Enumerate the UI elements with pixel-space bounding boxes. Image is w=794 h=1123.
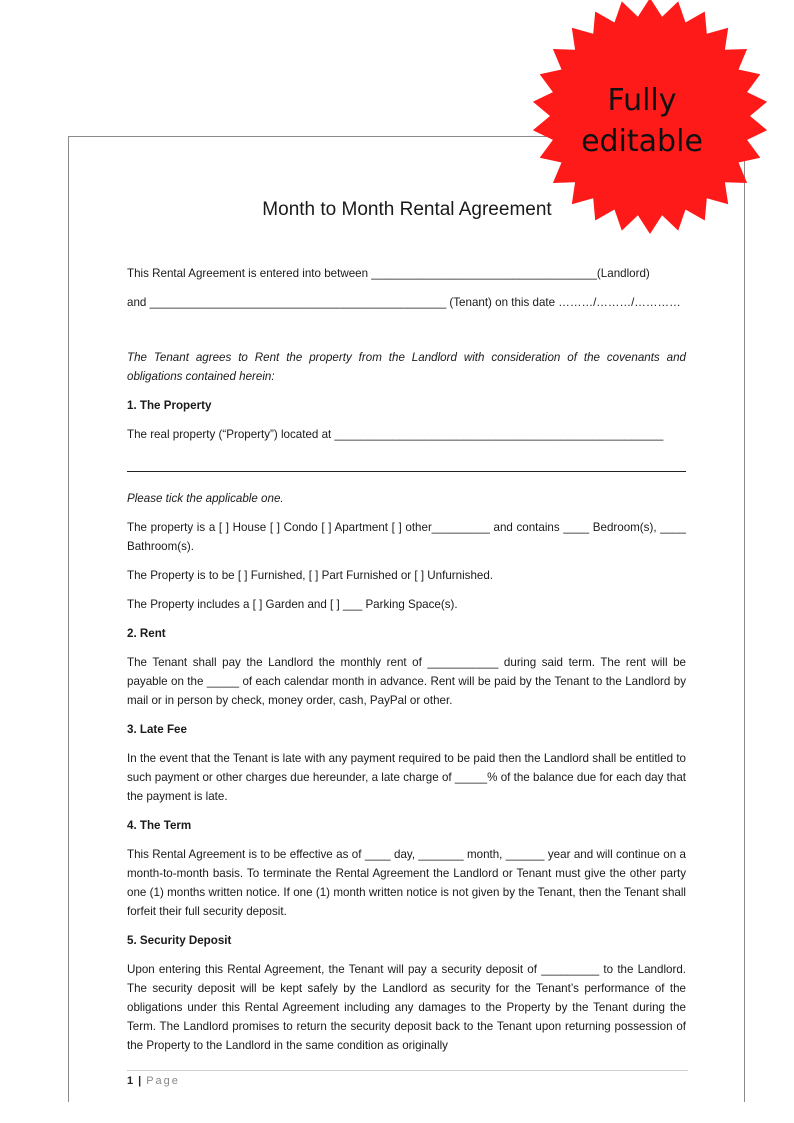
badge-text-line2: editable (581, 124, 703, 159)
section-heading-security-deposit: 5. Security Deposit (127, 934, 232, 947)
section-heading-property: 1. The Property (127, 399, 212, 412)
section-heading-late-fee: 3. Late Fee (127, 723, 187, 736)
page-label: Page (146, 1075, 180, 1087)
property-includes-line: The Property includes a [ ] Garden and [ ] ___ Parking Space(s). (127, 598, 458, 611)
property-furnished-line: The Property is to be [ ] Furnished, [ ] Part Furnished or [ ] Unfurnished. (127, 569, 494, 582)
term-text: This Rental Agreement is to be effective as of ____ day, _______ month, ______ year and will continue on a month-to-month basis. To terminate the Rental Agreement the Landlord or Tenant must give the other party one (1) months written notice. If one (1) month written notice is not given by the Tenant, then the Tenant shall forfeit their full security deposit. (127, 848, 686, 918)
badge-text-line1: Fully (607, 83, 677, 118)
section-heading-term: 4. The Term (127, 819, 192, 832)
property-type-line: The property is a [ ] House [ ] Condo [ ] Apartment [ ] other_________ and contains ____ Bedroom(s), ____ Bathroom(s). (127, 521, 686, 553)
document-body (127, 264, 686, 1065)
page-number: 1 (127, 1075, 136, 1087)
property-located-at: The real property (“Property”) located at ___________________________________________________ (127, 428, 664, 441)
page-footer (127, 1070, 688, 1087)
preamble: The Tenant agrees to Rent the property from the Landlord with consideration of the covenants and obligations contained herein: (127, 351, 686, 383)
section-heading-rent: 2. Rent (127, 627, 166, 640)
address-blank-line (127, 452, 686, 472)
late-fee-text: In the event that the Tenant is late with any payment required to be paid then the Landlord shall be entitled to such payment or other charges due hereunder, a late charge of _____% of the balance due for each day that the payment is late. (127, 752, 686, 803)
security-deposit-text: Upon entering this Rental Agreement, the Tenant will pay a security deposit of _________ to the Landlord. The security deposit will be kept safely by the Landlord as security for the Tenant’s performance of the obligations under this Rental Agreement including any damages to the Property by the Tenant during the Term. The Landlord promises to return the security deposit back to the Tenant upon returning possession of the Property to the Landlord in the same condition as originally (127, 963, 686, 1052)
tick-note: Please tick the applicable one. (127, 492, 284, 505)
rent-text: The Tenant shall pay the Landlord the monthly rent of ___________ during said term. The rent will be payable on the _____ of each calendar month in advance. Rent will be paid by the Tenant to the Landlord by mail or in person by check, money order, cash, PayPal or other. (127, 656, 686, 707)
intro-line-landlord: This Rental Agreement is entered into between ___________________________________(Landlord) (127, 267, 650, 280)
document-title: Month to Month Rental Agreement (262, 199, 552, 220)
footer-separator: | (138, 1075, 144, 1087)
intro-line-tenant: and ______________________________________________ (Tenant) on this date ………/………/………… (127, 296, 681, 309)
badge-text (528, 80, 756, 162)
